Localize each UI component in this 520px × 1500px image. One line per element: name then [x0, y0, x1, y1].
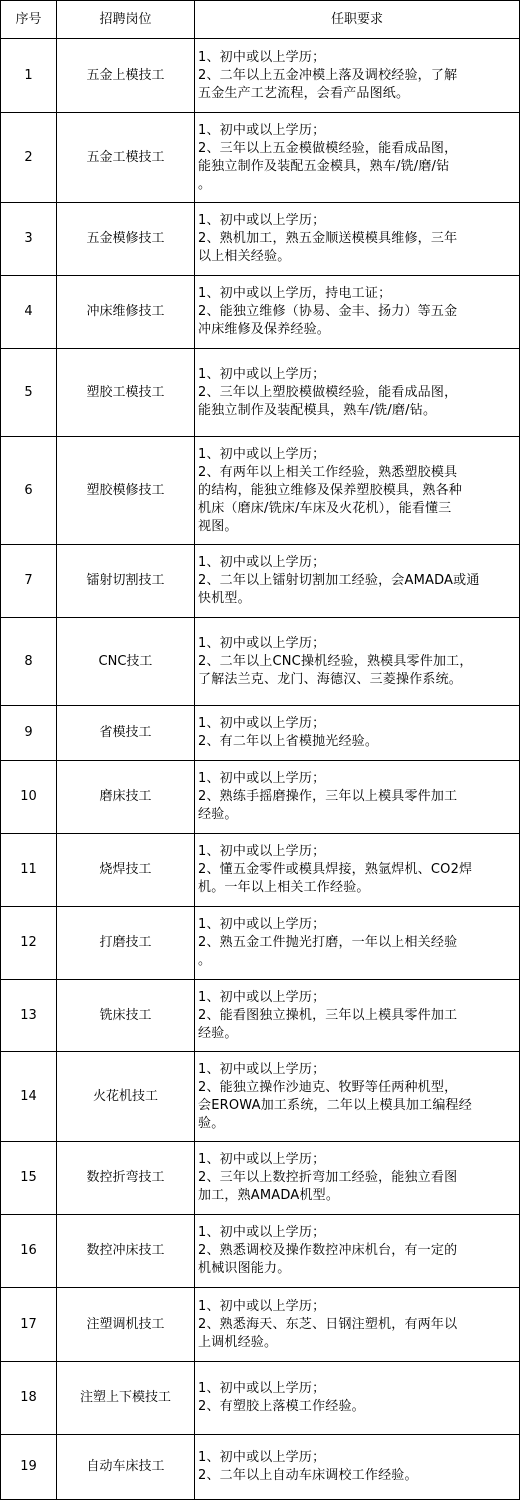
row-number: 9: [1, 706, 57, 761]
requirement-line: 。: [198, 953, 212, 968]
requirement-line: 2、二年以上五金冲模上落及调校经验，了解: [198, 67, 458, 83]
requirement-line: 会EROWA加工系统，二年以上模具加工编程经: [198, 1097, 472, 1113]
requirement-line: 快机型。: [198, 591, 251, 606]
position-name: 自动车床技工: [57, 1435, 195, 1500]
requirement-line: 1、初中或以上学历，持电工证；: [198, 286, 392, 301]
requirement-line: 机械识图能力。: [198, 1261, 291, 1276]
table-row: [1, 1052, 520, 1142]
table-row: [1, 618, 520, 706]
table-row: [1, 545, 520, 618]
requirement-line: 1、初中或以上学历；: [198, 446, 326, 462]
position-name: 五金模修技工: [57, 203, 195, 276]
requirement-line: 冲床维修及保养经验。: [198, 322, 331, 337]
requirement-line: 1、初中或以上学历；: [198, 1381, 326, 1396]
requirements-cell: [195, 618, 520, 706]
position-name: 磨床技工: [57, 761, 195, 834]
requirement-line: 经验。: [198, 1025, 238, 1041]
requirements-cell: [195, 834, 520, 907]
requirement-line: 2、有塑胶上落模工作经验。: [198, 1399, 365, 1414]
requirements-cell: [195, 1288, 520, 1362]
requirement-line: 2、能独立操作沙迪克、牧野等任两种机型，: [198, 1079, 458, 1095]
requirement-line: 1、初中或以上学历；: [198, 1450, 326, 1465]
header-requirements: 任职要求: [195, 1, 520, 39]
requirement-line: 2、三年以上塑胶模做模经验，能看成品图，: [198, 384, 458, 400]
requirement-line: 1、初中或以上学历；: [198, 917, 326, 932]
requirement-line: 2、二年以上镭射切割加工经验，会AMADA或通: [198, 573, 480, 588]
requirement-line: 1、初中或以上学历；: [198, 989, 326, 1005]
row-number: 8: [1, 618, 57, 706]
row-number: 3: [1, 203, 57, 276]
row-number: 4: [1, 276, 57, 349]
table-row: [1, 1215, 520, 1288]
requirements-cell: [195, 276, 520, 349]
requirements-cell: [195, 1052, 520, 1142]
requirements-cell: [195, 349, 520, 437]
requirement-line: 机床（磨床/铣床/车床及火花机），能看懂三: [198, 500, 452, 516]
row-number: 1: [1, 39, 57, 113]
requirement-line: 2、熟练手摇磨操作，三年以上模具零件加工: [198, 789, 458, 804]
table-row: [1, 1362, 520, 1435]
requirements-cell: [195, 1142, 520, 1215]
row-number: 18: [1, 1362, 57, 1435]
position-name: CNC技工: [57, 618, 195, 706]
table-row: [1, 980, 520, 1052]
row-number: 5: [1, 349, 57, 437]
requirement-line: 2、三年以上五金模做模经验，能看成品图，: [198, 140, 458, 156]
row-number: 6: [1, 437, 57, 545]
position-name: 五金上模技工: [57, 39, 195, 113]
row-number: 16: [1, 1215, 57, 1288]
header-row: [1, 1, 520, 39]
requirement-line: 2、有二年以上省模抛光经验。: [198, 734, 379, 749]
requirement-line: 2、能看图独立操机，三年以上模具零件加工: [198, 1007, 458, 1023]
requirement-line: 了解法兰克、龙门、海德汉、三菱操作系统。: [198, 671, 463, 687]
requirements-cell: [195, 113, 520, 203]
requirement-line: 加工，熟AMADA机型。: [198, 1188, 340, 1203]
table-row: [1, 834, 520, 907]
position-name: 塑胶模修技工: [57, 437, 195, 545]
requirement-line: 上调机经验。: [198, 1334, 278, 1350]
requirement-line: 2、熟悉调校及操作数控冲床机台，有一定的: [198, 1243, 458, 1258]
position-name: 省模技工: [57, 706, 195, 761]
requirements-cell: [195, 39, 520, 113]
row-number: 14: [1, 1052, 57, 1142]
table-row: [1, 437, 520, 545]
table-row: [1, 1288, 520, 1362]
header-position: 招聘岗位: [57, 1, 195, 39]
position-name: 五金工模技工: [57, 113, 195, 203]
row-number: 2: [1, 113, 57, 203]
requirement-line: 2、懂五金零件或模具焊接，熟氩焊机、CO2焊: [198, 862, 473, 877]
requirement-line: 1、初中或以上学历；: [198, 1061, 326, 1077]
table-row: [1, 1142, 520, 1215]
table-row: [1, 39, 520, 113]
requirements-cell: [195, 437, 520, 545]
position-name: 烧焊技工: [57, 834, 195, 907]
requirements-cell: [195, 203, 520, 276]
requirements-cell: [195, 545, 520, 618]
row-number: 7: [1, 545, 57, 618]
position-name: 数控折弯技工: [57, 1142, 195, 1215]
requirement-line: 2、二年以上CNC操机经验，熟模具零件加工，: [198, 653, 473, 669]
position-name: 镭射切割技工: [57, 545, 195, 618]
requirement-line: 2、三年以上数控折弯加工经验，能独立看图: [198, 1170, 458, 1185]
requirement-line: 1、初中或以上学历；: [198, 771, 326, 786]
table-row: [1, 349, 520, 437]
requirement-line: 1、初中或以上学历；: [198, 122, 326, 138]
requirements-cell: [195, 980, 520, 1052]
requirement-line: 2、熟悉海天、东芝、日钢注塑机，有两年以: [198, 1316, 458, 1332]
requirement-line: 。: [198, 176, 212, 192]
requirement-line: 1、初中或以上学历；: [198, 49, 326, 65]
requirement-line: 验。: [198, 1115, 225, 1131]
position-name: 火花机技工: [57, 1052, 195, 1142]
requirement-line: 的结构，能独立维修及保养塑胶模具，熟各种: [198, 482, 463, 498]
requirements-cell: [195, 907, 520, 980]
requirement-line: 2、有两年以上相关工作经验，熟悉塑胶模具: [198, 464, 458, 480]
table-row: [1, 907, 520, 980]
requirement-line: 1、初中或以上学历；: [198, 844, 326, 859]
table-row: [1, 203, 520, 276]
requirement-line: 机。一年以上相关工作经验。: [198, 880, 370, 895]
table-row: [1, 761, 520, 834]
table-row: [1, 1435, 520, 1500]
requirement-line: 能独立制作及装配模具，熟车/铣/磨/钻。: [198, 402, 437, 418]
row-number: 13: [1, 980, 57, 1052]
requirement-line: 1、初中或以上学历；: [198, 1225, 326, 1240]
position-name: 塑胶工模技工: [57, 349, 195, 437]
row-number: 17: [1, 1288, 57, 1362]
row-number: 12: [1, 907, 57, 980]
requirement-line: 1、初中或以上学历；: [198, 635, 326, 651]
requirement-line: 2、能独立维修（协易、金丰、扬力）等五金: [198, 304, 458, 319]
requirement-line: 五金生产工艺流程，会看产品图纸。: [198, 85, 410, 101]
table-row: [1, 276, 520, 349]
row-number: 15: [1, 1142, 57, 1215]
requirement-line: 1、初中或以上学历；: [198, 213, 326, 228]
requirement-line: 以上相关经验。: [198, 249, 291, 264]
requirement-line: 1、初中或以上学历；: [198, 555, 326, 570]
position-name: 数控冲床技工: [57, 1215, 195, 1288]
requirements-cell: [195, 1215, 520, 1288]
requirement-line: 经验。: [198, 807, 238, 822]
table-row: [1, 113, 520, 203]
requirement-line: 2、二年以上自动车床调校工作经验。: [198, 1468, 418, 1483]
requirement-line: 2、熟机加工，熟五金顺送模模具维修，三年: [198, 231, 458, 246]
row-number: 10: [1, 761, 57, 834]
position-name: 注塑上下模技工: [57, 1362, 195, 1435]
position-name: 注塑调机技工: [57, 1288, 195, 1362]
position-name: 冲床维修技工: [57, 276, 195, 349]
position-name: 铣床技工: [57, 980, 195, 1052]
requirements-cell: [195, 1435, 520, 1500]
requirement-line: 能独立制作及装配五金模具，熟车/铣/磨/钻: [198, 158, 450, 174]
requirement-line: 视图。: [198, 518, 238, 534]
table-row: [1, 706, 520, 761]
requirement-line: 1、初中或以上学历；: [198, 1152, 326, 1167]
requirements-cell: [195, 1362, 520, 1435]
table-body: [1, 39, 520, 1500]
requirement-line: 2、熟五金工件抛光打磨，一年以上相关经验: [198, 935, 458, 950]
row-number: 11: [1, 834, 57, 907]
requirement-line: 1、初中或以上学历；: [198, 366, 326, 382]
requirement-line: 1、初中或以上学历；: [198, 716, 326, 731]
requirements-cell: [195, 706, 520, 761]
row-number: 19: [1, 1435, 57, 1500]
requirements-cell: [195, 761, 520, 834]
position-name: 打磨技工: [57, 907, 195, 980]
requirement-line: 1、初中或以上学历；: [198, 1298, 326, 1314]
header-seq: 序号: [1, 1, 57, 39]
